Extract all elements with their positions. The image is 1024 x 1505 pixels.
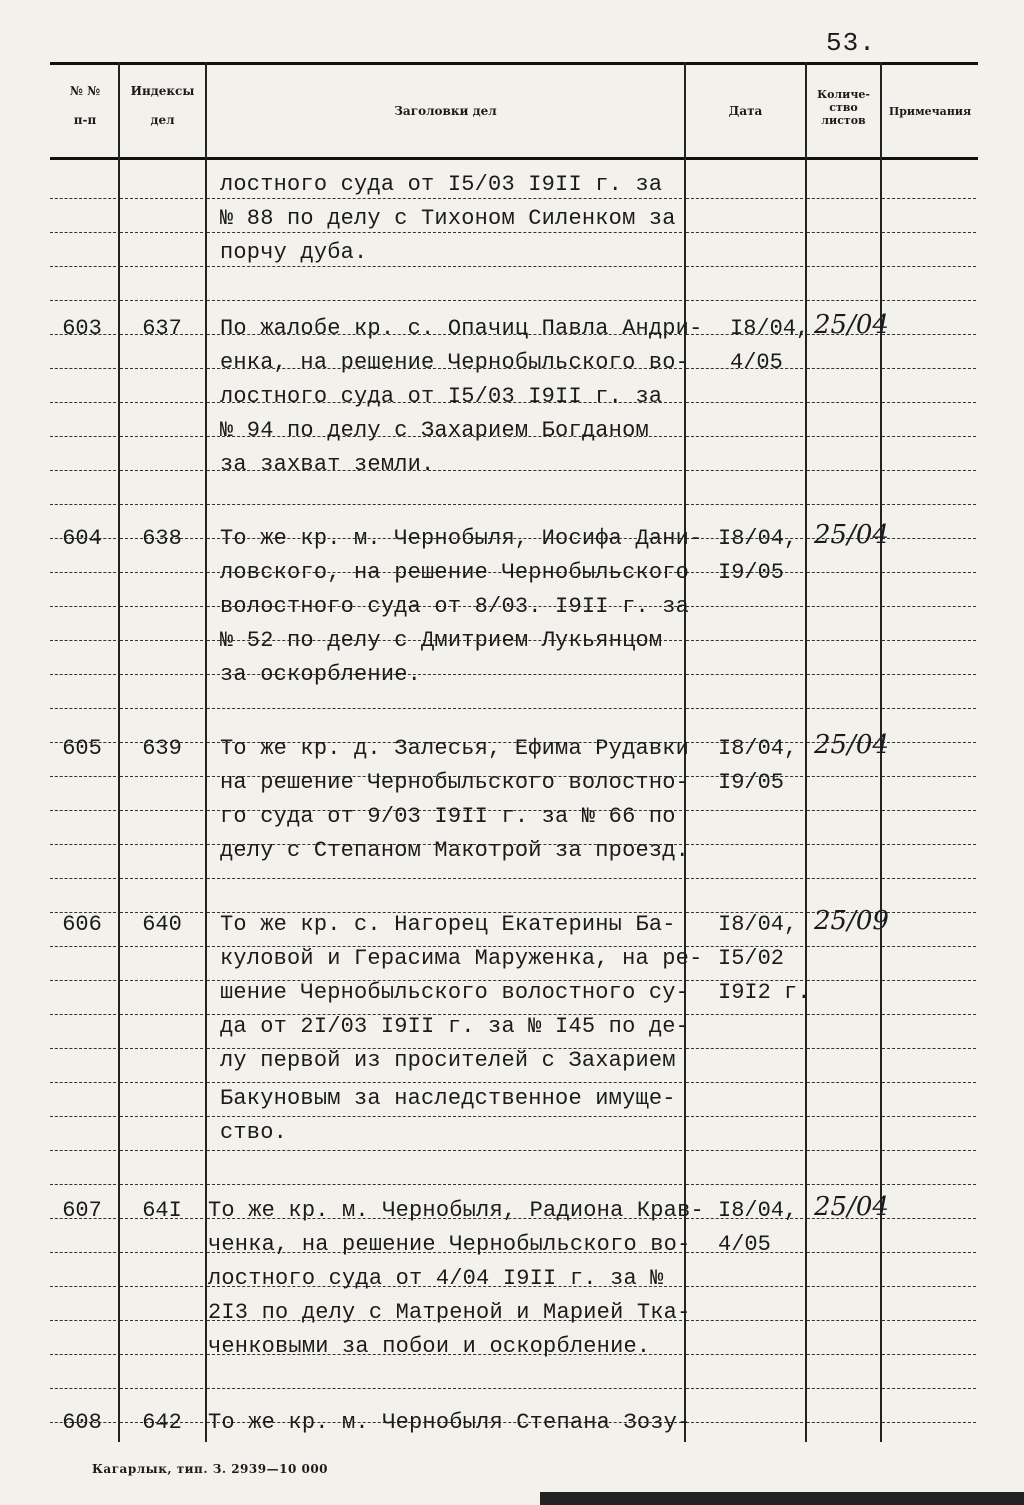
ruled-line <box>882 606 976 607</box>
ruled-line <box>120 198 203 199</box>
ruled-line <box>686 1116 803 1117</box>
record-title-line: № 94 по делу с Захарием Богданом <box>220 418 649 443</box>
header-sheet-count: Количе- ство листов <box>817 88 870 127</box>
ruled-line <box>686 1150 803 1151</box>
ruled-line <box>120 1048 203 1049</box>
header-number-bottom: п-п <box>73 113 97 127</box>
ruled-line <box>120 810 203 811</box>
record-title-line: По жалобе кр. с. Опачиц Павла Андри- <box>220 316 703 341</box>
ruled-line <box>807 266 878 267</box>
ruled-line <box>807 844 878 845</box>
ruled-line <box>807 878 878 879</box>
ruled-line <box>882 640 976 641</box>
ruled-line <box>686 1354 803 1355</box>
ruled-line <box>207 300 682 301</box>
ruled-line <box>686 640 803 641</box>
ruled-line <box>686 606 803 607</box>
header-title: Заголовки дел <box>394 104 497 118</box>
ruled-line <box>807 980 878 981</box>
record-index: 64I <box>142 1198 182 1223</box>
header-number <box>52 84 118 128</box>
ruled-line <box>882 198 976 199</box>
ruled-line <box>120 504 203 505</box>
ruled-line <box>120 1082 203 1083</box>
record-title-line: го суда от 9/03 I9II г. за № 66 по <box>220 804 676 829</box>
ruled-line <box>50 1388 116 1389</box>
record-date: I8/04, <box>718 526 798 551</box>
ruled-line <box>807 232 878 233</box>
ruled-line <box>882 368 976 369</box>
ruled-line <box>50 232 116 233</box>
ruled-line <box>686 1048 803 1049</box>
ruled-line <box>50 878 116 879</box>
ruled-line <box>50 1116 116 1117</box>
ruled-line <box>207 878 682 879</box>
record-title-line: № 52 по делу с Дмитрием Лукьянцом <box>220 628 663 653</box>
ruled-line <box>207 1116 682 1117</box>
ruled-line <box>807 1286 878 1287</box>
ruled-line <box>50 300 116 301</box>
record-date: I9I2 г. <box>718 980 811 1005</box>
ruled-line <box>207 1388 682 1389</box>
scan-edge <box>540 1492 1024 1505</box>
ruled-line <box>807 1048 878 1049</box>
ruled-line <box>50 198 116 199</box>
record-date: I8/04, <box>718 736 798 761</box>
page-number: 53. <box>826 28 876 58</box>
record-sheet-count: 25/09 <box>814 906 889 936</box>
ruled-line <box>120 402 203 403</box>
header-top-rule <box>50 62 978 65</box>
record-title-line: То же кр. м. Чернобыля, Иосифа Дани- <box>220 526 703 551</box>
ruled-line <box>882 1082 976 1083</box>
ruled-line <box>50 1150 116 1151</box>
ruled-line <box>120 572 203 573</box>
ruled-line <box>807 504 878 505</box>
ruled-line <box>120 878 203 879</box>
col-divider-2 <box>205 62 207 1442</box>
continuation-line: № 88 по делу с Тихоном Силенком за <box>220 206 676 231</box>
ruled-line <box>120 1150 203 1151</box>
record-date: I5/02 <box>718 946 785 971</box>
header-notes: Примечания <box>888 105 972 118</box>
ruled-line <box>207 232 682 233</box>
record-title-line: ловского, на решение Чернобыльского <box>220 560 690 585</box>
ruled-line <box>207 708 682 709</box>
ruled-line <box>882 674 976 675</box>
ruled-line <box>686 1082 803 1083</box>
ruled-line <box>807 368 878 369</box>
ruled-line <box>120 470 203 471</box>
record-title-line: волостного суда от 8/03. I9II г. за <box>220 594 690 619</box>
record-title-line: за захват земли. <box>220 452 435 477</box>
ruled-line <box>882 266 976 267</box>
ruled-line <box>882 1116 976 1117</box>
ruled-line <box>882 844 976 845</box>
ruled-line <box>207 504 682 505</box>
ruled-line <box>686 1388 803 1389</box>
ruled-line <box>207 1150 682 1151</box>
ruled-line <box>50 572 116 573</box>
ruled-line <box>50 1082 116 1083</box>
ruled-line <box>686 844 803 845</box>
record-number: 607 <box>62 1198 102 1223</box>
ruled-line <box>882 776 976 777</box>
record-sheet-count: 25/04 <box>814 310 889 340</box>
ruled-line <box>120 776 203 777</box>
ruled-line <box>807 1014 878 1015</box>
ruled-line <box>882 810 976 811</box>
ruled-line <box>882 572 976 573</box>
ruled-line <box>120 1286 203 1287</box>
ruled-line <box>882 1252 976 1253</box>
record-title-line: То же кр. д. Залесья, Ефима Рудавки <box>220 736 690 761</box>
ruled-line <box>50 1014 116 1015</box>
ruled-line <box>686 810 803 811</box>
record-number: 608 <box>62 1410 102 1435</box>
ruled-line <box>120 266 203 267</box>
header-date: Дата <box>728 104 763 118</box>
ruled-line <box>882 878 976 879</box>
record-sheet-count: 25/04 <box>814 730 889 760</box>
ruled-line <box>120 1184 203 1185</box>
record-date: 4/05 <box>718 1232 771 1257</box>
header-index-bottom: дел <box>150 113 175 127</box>
record-sheet-count: 25/04 <box>814 1192 889 1222</box>
ruled-line <box>882 1218 976 1219</box>
ruled-line <box>120 232 203 233</box>
ruled-line <box>807 470 878 471</box>
ruled-line <box>50 1252 116 1253</box>
record-date: I8/04, <box>718 1198 798 1223</box>
record-title-line: лу первой из просителей с Захарием <box>220 1048 676 1073</box>
record-title-line: лостного суда от I5/03 I9II г. за <box>220 384 663 409</box>
record-number: 605 <box>62 736 102 761</box>
record-title-line: То же кр. м. Чернобыля, Радиона Крав- <box>208 1198 704 1223</box>
ruled-line <box>50 1048 116 1049</box>
record-title-line: за оскорбление. <box>220 662 422 687</box>
ruled-line <box>686 402 803 403</box>
record-title-line: Бакуновым за наследственное имуще- <box>220 1086 676 1111</box>
ruled-line <box>50 844 116 845</box>
record-index: 637 <box>142 316 182 341</box>
record-title-line: на решение Чернобыльского волостно- <box>220 770 690 795</box>
ruled-line <box>50 1354 116 1355</box>
record-title-line: куловой и Герасима Маруженка, на ре- <box>220 946 703 971</box>
ruled-line <box>50 674 116 675</box>
record-index: 639 <box>142 736 182 761</box>
ruled-line <box>686 266 803 267</box>
record-title-line: ченка, на решение Чернобыльского во- <box>208 1232 691 1257</box>
printer-imprint: Кагарлык, тип. З. 2939—10 000 <box>92 1462 329 1476</box>
ruled-line <box>882 980 976 981</box>
ruled-line <box>882 946 976 947</box>
header-index <box>120 84 205 128</box>
ruled-line <box>120 606 203 607</box>
ruled-line <box>120 1252 203 1253</box>
continuation-line: порчу дуба. <box>220 240 368 265</box>
record-title-line: ство. <box>220 1120 288 1145</box>
ruled-line <box>120 946 203 947</box>
ruled-line <box>882 1320 976 1321</box>
ruled-line <box>686 232 803 233</box>
ruled-line <box>882 232 976 233</box>
ruled-line <box>686 300 803 301</box>
ruled-line <box>807 436 878 437</box>
ruled-line <box>207 1184 682 1185</box>
record-title-line: шение Чернобыльского волостного су- <box>220 980 690 1005</box>
ruled-line <box>807 198 878 199</box>
record-title-line: То же кр. с. Нагорец Екатерины Ба- <box>220 912 676 937</box>
ruled-line <box>120 844 203 845</box>
header-index-top: Индексы <box>130 84 195 98</box>
record-index: 640 <box>142 912 182 937</box>
ruled-line <box>882 1286 976 1287</box>
ruled-line <box>207 1082 682 1083</box>
ruled-line <box>50 776 116 777</box>
ruled-line <box>686 1014 803 1015</box>
ruled-line <box>807 1116 878 1117</box>
ruled-line <box>882 1014 976 1015</box>
ruled-line <box>807 606 878 607</box>
ruled-line <box>807 674 878 675</box>
ruled-line <box>686 1184 803 1185</box>
record-title-line: лостного суда от 4/04 I9II г. за № <box>208 1266 664 1291</box>
record-number: 606 <box>62 912 102 937</box>
ruled-line <box>686 504 803 505</box>
ruled-line <box>807 1150 878 1151</box>
header-number-top: № № <box>69 84 101 98</box>
ruled-line <box>807 402 878 403</box>
ruled-line <box>207 198 682 199</box>
ruled-line <box>882 470 976 471</box>
ruled-line <box>686 1286 803 1287</box>
record-title-line: То же кр. м. Чернобыля Степана Зозу- <box>208 1410 691 1435</box>
ruled-line <box>50 606 116 607</box>
record-date: I8/04, <box>730 316 810 341</box>
record-title-line: енка, на решение Чернобыльского во- <box>220 350 690 375</box>
record-sheet-count: 25/04 <box>814 520 889 550</box>
ruled-line <box>882 436 976 437</box>
ruled-line <box>50 640 116 641</box>
ruled-line <box>882 742 976 743</box>
ruled-line <box>807 640 878 641</box>
ruled-line <box>882 504 976 505</box>
ruled-line <box>686 436 803 437</box>
ruled-line <box>882 1354 976 1355</box>
ruled-line <box>807 708 878 709</box>
ruled-line <box>882 708 976 709</box>
record-date: 4/05 <box>730 350 783 375</box>
record-date: I8/04, <box>718 912 798 937</box>
ruled-line <box>807 1320 878 1321</box>
ruled-line <box>807 1388 878 1389</box>
ruled-line <box>807 1252 878 1253</box>
ruled-line <box>686 708 803 709</box>
header-bottom-rule <box>50 157 978 160</box>
ruled-line <box>120 436 203 437</box>
ruled-line <box>120 1354 203 1355</box>
ruled-line <box>882 334 976 335</box>
ruled-line <box>120 1320 203 1321</box>
ruled-line <box>807 1354 878 1355</box>
ruled-line <box>882 1388 976 1389</box>
ruled-line <box>120 708 203 709</box>
record-title-line: да от 2I/03 I9II г. за № I45 по де- <box>220 1014 690 1039</box>
ruled-line <box>807 776 878 777</box>
ruled-line <box>882 1150 976 1151</box>
ruled-line <box>50 946 116 947</box>
ruled-line <box>686 1320 803 1321</box>
col-divider-4 <box>805 62 807 1442</box>
record-index: 638 <box>142 526 182 551</box>
ruled-line <box>120 1014 203 1015</box>
ruled-line <box>50 1320 116 1321</box>
record-title-line: ченковыми за побои и оскорбление. <box>208 1334 651 1359</box>
ruled-line <box>807 1422 878 1423</box>
ruled-line <box>50 1184 116 1185</box>
ruled-line <box>50 368 116 369</box>
ruled-line <box>50 504 116 505</box>
ruled-line <box>882 1048 976 1049</box>
ruled-line <box>120 674 203 675</box>
ruled-line <box>120 300 203 301</box>
ruled-line <box>50 708 116 709</box>
ruled-line <box>882 1422 976 1423</box>
ruled-line <box>120 1116 203 1117</box>
ruled-line <box>882 538 976 539</box>
ruled-line <box>50 980 116 981</box>
ruled-line <box>120 368 203 369</box>
record-date: I9/05 <box>718 770 785 795</box>
ruled-line <box>807 572 878 573</box>
continuation-line: лостного суда от I5/03 I9II г. за <box>220 172 663 197</box>
ruled-line <box>50 402 116 403</box>
ruled-line <box>50 1286 116 1287</box>
ruled-line <box>50 810 116 811</box>
ruled-line <box>882 300 976 301</box>
record-title-line: делу с Степаном Макотрой за проезд. <box>220 838 690 863</box>
ruled-line <box>50 470 116 471</box>
record-date: I9/05 <box>718 560 785 585</box>
ruled-line <box>50 266 116 267</box>
ruled-line <box>807 300 878 301</box>
ruled-line <box>882 402 976 403</box>
ruled-line <box>207 266 682 267</box>
ruled-line <box>882 912 976 913</box>
ruled-line <box>686 1422 803 1423</box>
ruled-line <box>807 810 878 811</box>
ruled-line <box>686 878 803 879</box>
ruled-line <box>686 674 803 675</box>
ruled-line <box>686 198 803 199</box>
ruled-line <box>686 470 803 471</box>
record-index: 642 <box>142 1410 182 1435</box>
record-number: 603 <box>62 316 102 341</box>
record-title-line: 2I3 по делу с Матреной и Марией Тка- <box>208 1300 691 1325</box>
ruled-line <box>50 436 116 437</box>
ruled-line <box>807 1184 878 1185</box>
record-number: 604 <box>62 526 102 551</box>
ruled-line <box>120 980 203 981</box>
ruled-line <box>120 1388 203 1389</box>
ruled-line <box>120 640 203 641</box>
ruled-line <box>882 1184 976 1185</box>
ruled-line <box>807 1082 878 1083</box>
ruled-line <box>807 946 878 947</box>
